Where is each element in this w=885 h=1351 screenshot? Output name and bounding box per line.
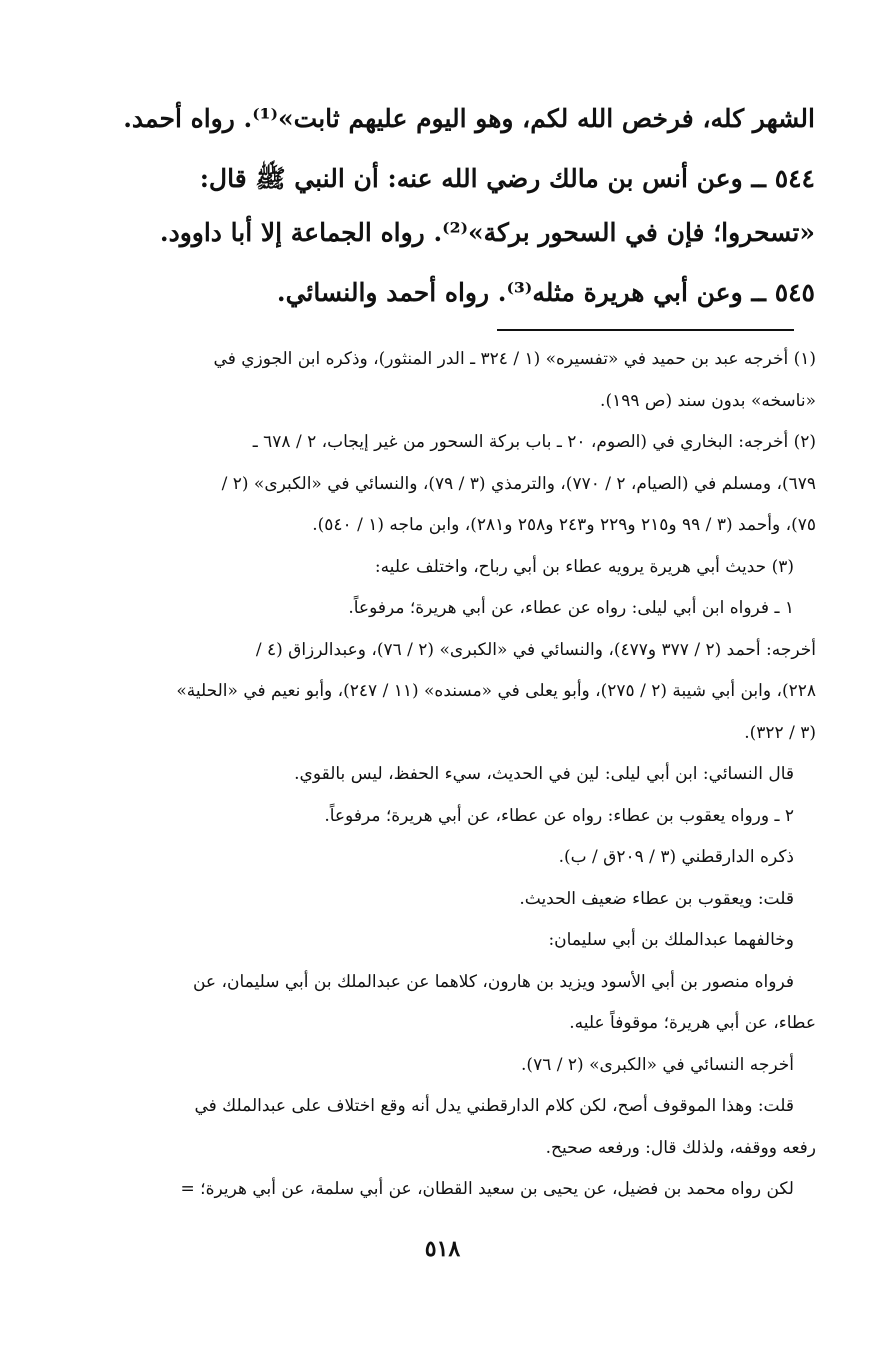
hadith-544-line-2: «تسحروا؛ فإن في السحور بركة»⁽²⁾. رواه الجماعة إلا أبا داوود. bbox=[159, 218, 815, 247]
page-number: ٥١٨ bbox=[424, 1236, 461, 1262]
footnote-line: قال النسائي: ابن أبي ليلى: لين في الحديث، سيء الحفظ، ليس بالقوي. bbox=[294, 764, 794, 784]
footnote-line: قلت: ويعقوب بن عطاء ضعيف الحديث. bbox=[519, 888, 794, 909]
footnote-line: عطاء، عن أبي هريرة؛ موقوفاً عليه. bbox=[569, 1013, 816, 1033]
footnote-line: فرواه منصور بن أبي الأسود ويزيد بن هارون، كلاهما عن عبدالملك بن أبي سليمان، عن bbox=[192, 971, 794, 992]
footnote-line: (٣) حديث أبي هريرة يرويه عطاء بن أبي رباح، واختلف عليه: bbox=[374, 556, 794, 577]
hadith-545-line: ٥٤٥ ــ وعن أبي هريرة مثله⁽³⁾. رواه أحمد والنسائي. bbox=[276, 278, 815, 307]
footnote-line: أخرجه النسائي في «الكبرى» (٢ / ٧٦). bbox=[521, 1054, 794, 1075]
footnote-line: وخالفهما عبدالملك بن أبي سليمان: bbox=[548, 930, 794, 950]
footnote-line: ٦٧٩)، ومسلم في (الصيام، ٢ / ٧٧٠)، والترمذي (٣ / ٧٩)، والنسائي في «الكبرى» (٢ / bbox=[221, 473, 816, 494]
main-text bbox=[60, 92, 815, 320]
footnote-line: (٢) أخرجه: البخاري في (الصوم، ٢٠ ـ باب بركة السحور من غير إيجاب، ٢ / ٦٧٨ ـ bbox=[252, 432, 816, 452]
footnote-line: أخرجه: أحمد (٢ / ٣٧٧ و٤٧٧)، والنسائي في «الكبرى» (٢ / ٧٦)، وعبدالرزاق (٤ / bbox=[255, 639, 816, 660]
footnotes bbox=[66, 339, 816, 1211]
hadith-544-line-1: ٥٤٤ ــ وعن أنس بن مالك رضي الله عنه: أن النبي ﷺ قال: bbox=[199, 164, 815, 193]
footnote-line: ٧٥)، وأحمد (٣ / ٩٩ و٢١٥ و٢٢٩ و٢٤٣ و٢٥٨ و٢٨١)، وابن ماجه (١ / ٥٤٠). bbox=[312, 515, 816, 535]
footnote-line: ٢ ـ ورواه يعقوب بن عطاء: رواه عن عطاء، عن أبي هريرة؛ مرفوعاً. bbox=[324, 805, 794, 826]
footnote-line: رفعه ووقفه، ولذلك قال: ورفعه صحيح. bbox=[545, 1137, 816, 1158]
footnote-separator bbox=[497, 329, 794, 331]
footnote-line: ١ ـ فرواه ابن أبي ليلى: رواه عن عطاء، عن أبي هريرة؛ مرفوعاً. bbox=[348, 598, 794, 618]
footnote-line: (١) أخرجه عبد بن حميد في «تفسيره» (١ / ٣٢٤ ـ الدر المنثور)، وذكره ابن الجوزي في bbox=[213, 349, 816, 369]
footnote-line: (٣ / ٣٢٢). bbox=[744, 722, 816, 743]
footnote-line: ٢٢٨)، وابن أبي شيبة (٢ / ٢٧٥)، وأبو يعلى في «مسنده» (١١ / ٢٤٧)، وأبو نعيم في «الحلية» bbox=[176, 681, 816, 701]
footnote-line: لكن رواه محمد بن فضيل، عن يحيى بن سعيد القطان، عن أبي سلمة، عن أبي هريرة؛ = bbox=[180, 1179, 794, 1199]
footnote-line: ذكره الدارقطني (٣ / ٢٠٩ق / ب). bbox=[558, 847, 794, 867]
footnote-line: «ناسخه» بدون سند (ص ١٩٩). bbox=[600, 390, 816, 411]
footnote-line: قلت: وهذا الموقوف أصح، لكن كلام الدارقطني يدل أنه وقع اختلاف على عبدالملك في bbox=[194, 1096, 794, 1116]
main-line-1: الشهر كله، فرخص الله لكم، وهو اليوم عليهم ثابت»⁽¹⁾. رواه أحمد. bbox=[123, 104, 815, 133]
